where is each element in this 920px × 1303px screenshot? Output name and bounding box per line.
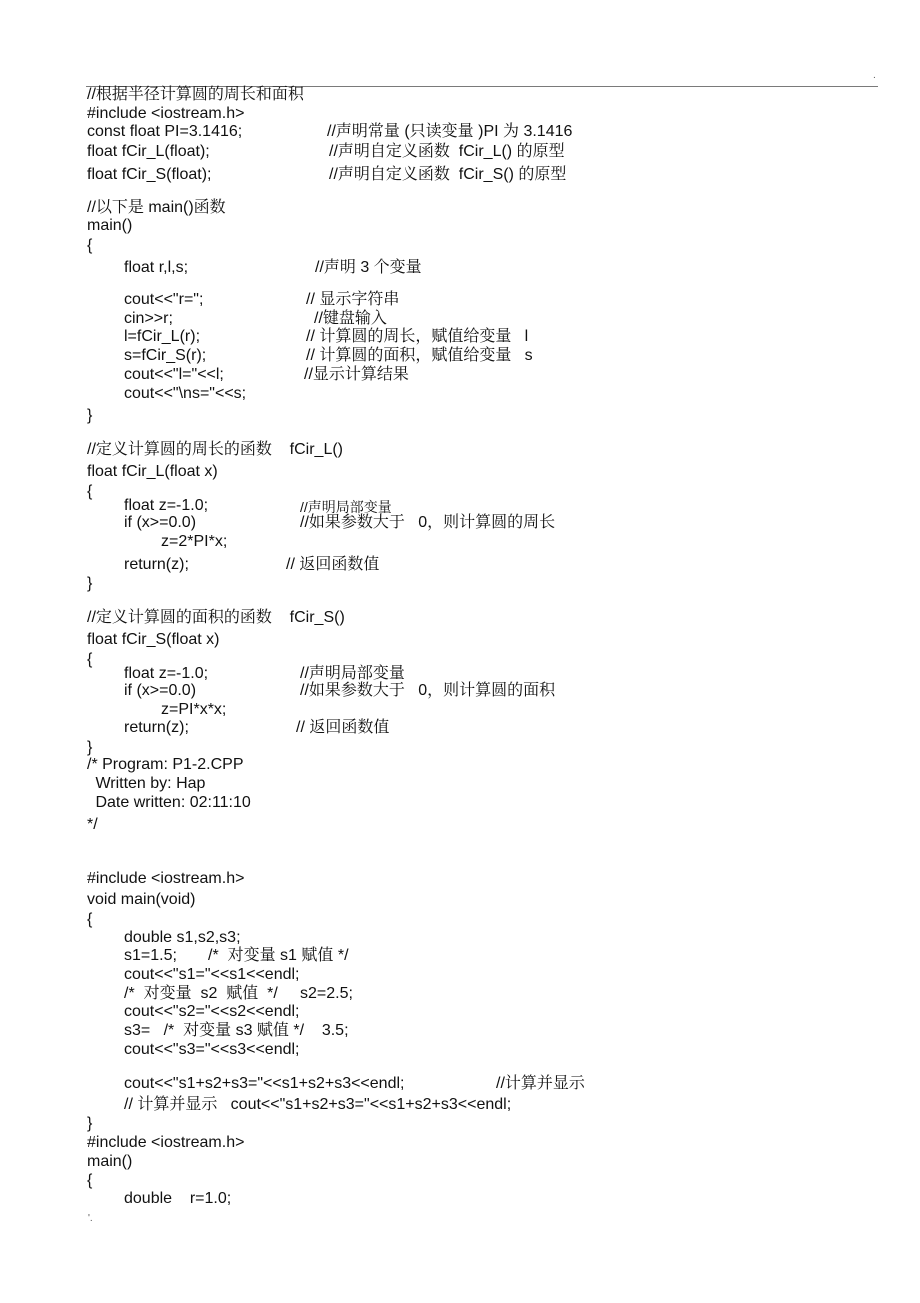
code-comment: // 显示字符串 [306,291,400,308]
code-text: cout<<"s1+s2+s3="<<s1+s2+s3<<endl; [124,1075,405,1092]
code-comment: //声明常量 (只读变量 )PI 为 3.1416 [327,123,573,140]
code-line [87,237,105,291]
code-text: { [87,237,93,254]
code-text: { [87,911,93,928]
code-text: return(z); [124,719,189,736]
code-line [87,911,105,965]
code-text: //根据半径计算圆的周长和面积 [87,86,304,103]
code-text: float z=-1.0; [124,497,209,514]
code-text: s3= /* 对变量 s3 赋值 */ 3.5; [124,1022,349,1039]
code-comment: // 计算圆的周长，赋值给变量 l [306,328,529,345]
code-text: #include <iostream.h> [87,870,245,887]
code-text: cout<<"\ns="<<s; [124,385,247,402]
code-comment: // 返回函数值 [286,556,380,573]
code-text: l=fCir_L(r); [124,328,201,345]
code-text: } [87,739,93,756]
code-text: s=fCir_S(r); [124,347,207,364]
code-line [124,1190,232,1244]
code-text: float z=-1.0; [124,665,209,682]
code-line [87,816,105,870]
code-comment: //声明局部变量 [300,665,405,682]
code-text: float fCir_S(float x) [87,631,220,648]
code-comment: //声明局部变量 [300,499,392,515]
code-text: /* Program: P1-2.CPP [87,756,244,773]
footer-mark: '. [88,1213,93,1224]
code-text: float fCir_S(float); [87,166,212,183]
code-text: void main(void) [87,891,196,908]
code-text: cout<<"s1="<<s1<<endl; [124,966,300,983]
code-comment: //键盘输入 [314,310,387,327]
code-text: #include <iostream.h> [87,1134,245,1151]
code-text: float fCir_L(float); [87,143,210,160]
code-text: double r=1.0; [124,1190,232,1207]
code-comment: //如果参数大于 0，则计算圆的面积 [300,682,556,699]
code-comment: //显示计算结果 [304,366,409,383]
code-text: return(z); [124,556,189,573]
code-text: float fCir_L(float x) [87,463,218,480]
code-text: { [87,483,93,500]
code-line [87,651,105,705]
code-line [87,483,105,537]
code-text: } [87,1115,93,1132]
code-text: } [87,575,93,592]
code-text: /* 对变量 s2 赋值 */ s2=2.5; [124,985,353,1002]
code-comment: // 计算圆的面积，赋值给变量 s [306,347,533,364]
code-text: cout<<"s3="<<s3<<endl; [124,1041,300,1058]
corner-mark: . [873,70,876,81]
code-text: // 计算并显示 cout<<"s1+s2+s3="<<s1+s2+s3<<endl; [124,1096,512,1113]
code-comment: //计算并显示 [496,1075,585,1092]
code-text: if (x>=0.0) [124,682,197,699]
code-text: */ [87,816,98,833]
code-text: s1=1.5; /* 对变量 s1 赋值 */ [124,947,349,964]
code-text: //定义计算圆的周长的函数 fCir_L() [87,441,344,458]
code-text: //以下是 main()函数 [87,199,226,216]
code-text: if (x>=0.0) [124,514,197,531]
code-text: //定义计算圆的面积的函数 fCir_S() [87,609,345,626]
code-comment: //声明自定义函数 fCir_L() 的原型 [329,143,565,160]
code-comment: //声明自定义函数 fCir_S() 的原型 [329,166,567,183]
code-text: z=PI*x*x; [161,701,227,718]
code-text: } [87,407,93,424]
code-text: #include <iostream.h> [87,105,245,122]
code-text: cout<<"s2="<<s2<<endl; [124,1003,300,1020]
code-text: cout<<"l="<<l; [124,366,224,383]
code-text: const float PI=3.1416; [87,123,243,140]
code-text: Written by: Hap [91,775,206,792]
code-text: z=2*PI*x; [161,533,228,550]
code-text: double s1,s2,s3; [124,929,241,946]
code-text: { [87,651,93,668]
code-text: { [87,1172,93,1189]
code-text: cout<<"r="; [124,291,204,308]
code-text: main() [87,1153,133,1170]
code-text: main() [87,217,133,234]
code-comment: // 返回函数值 [296,719,390,736]
code-comment: //声明 3 个变量 [315,259,422,276]
code-text: cin>>r; [124,310,173,327]
code-comment: //如果参数大于 0，则计算圆的周长 [300,514,556,531]
code-text: Date written: 02:11:10 [91,794,251,811]
code-text: float r,l,s; [124,259,189,276]
code-line [124,385,247,439]
